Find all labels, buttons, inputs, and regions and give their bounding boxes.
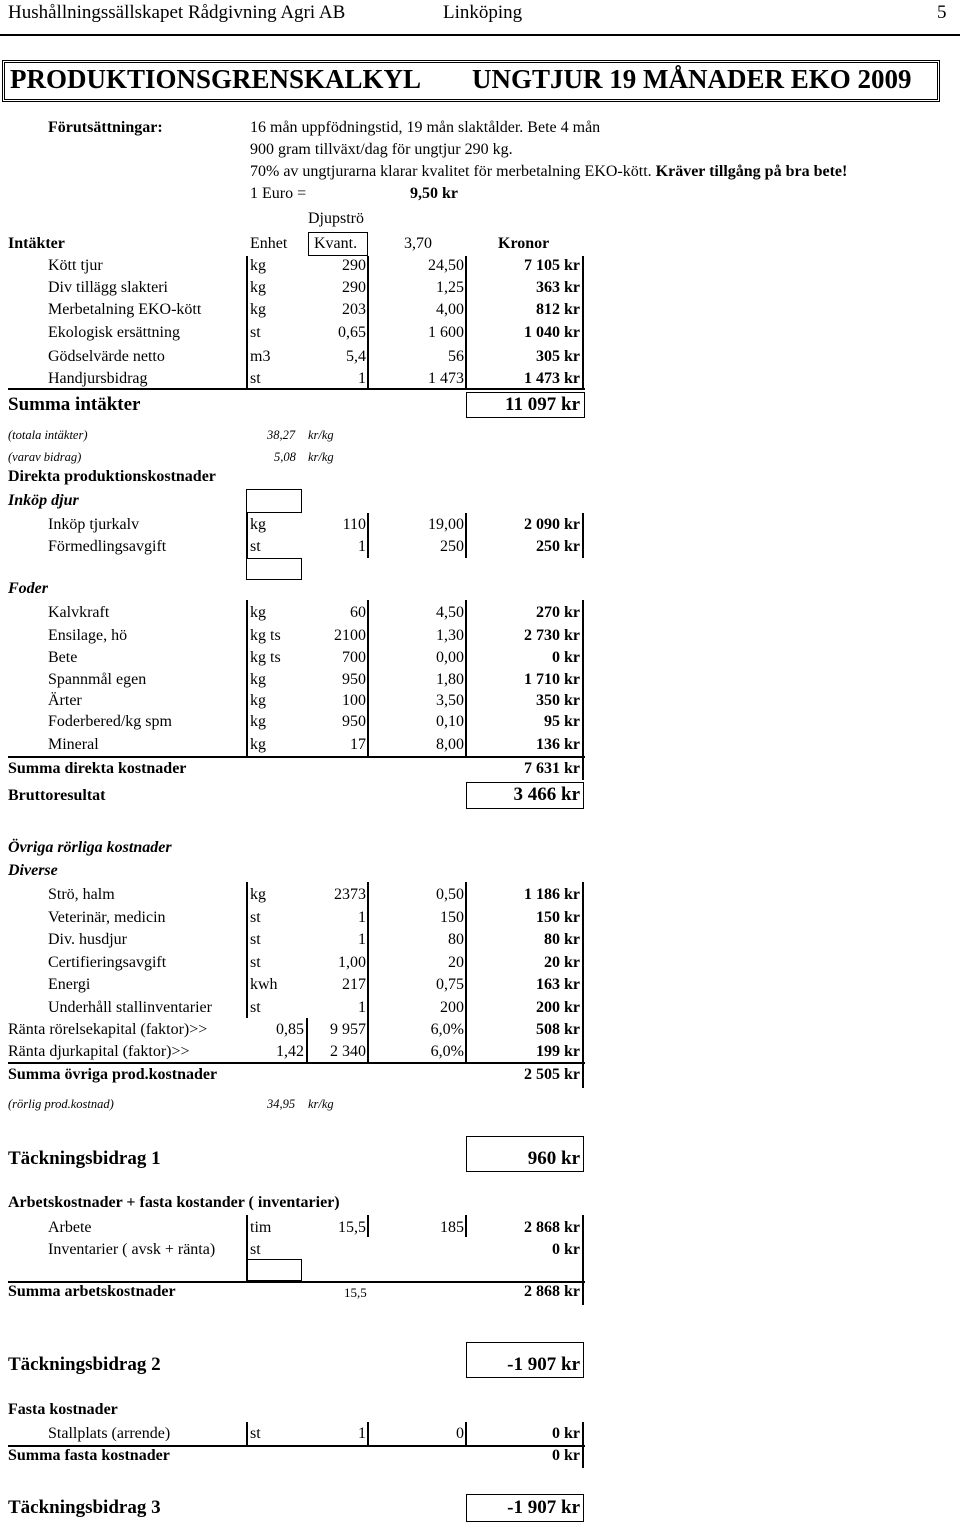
row-unit: st [250, 324, 261, 341]
labour-heading: Arbetskostnader + fasta kostander ( inventarier) [8, 1194, 340, 1211]
row-unit: st [250, 998, 261, 1016]
row-price: 0,50 [436, 886, 464, 903]
gross-result-label: Bruttoresultat [8, 787, 106, 804]
subsidy-unit: kr/kg [308, 450, 334, 464]
city: Linköping [443, 2, 523, 23]
prereq-line3: 70% av ungtjurarna klarar kvalitet för merbetalning EKO-kött. Kräver tillgång på bra bete! [250, 163, 848, 180]
row-price: 1,25 [436, 279, 464, 296]
row-unit: kg [250, 692, 266, 709]
row-price: 0,10 [436, 713, 464, 730]
variable-cost-value: 34,95 [267, 1097, 296, 1111]
row-quantity: 950 [342, 671, 366, 688]
row-name: Stallplats (arrende) [48, 1425, 171, 1442]
interest-factor: 0,85 [276, 1021, 304, 1038]
row-unit: kg ts [250, 627, 281, 644]
interest-rate: 6,0% [430, 1021, 464, 1038]
row-amount: 136 kr [536, 736, 580, 753]
row-amount: 20 kr [544, 953, 580, 971]
page-subtitle: UNGTJUR 19 MÅNADER EKO 2009 [472, 64, 912, 94]
interest-name: Ränta rörelsekapital (faktor)>> [8, 1021, 208, 1038]
row-quantity: 2100 [334, 627, 366, 644]
bedding-type: Djupströ [308, 210, 364, 227]
header-rule [0, 34, 960, 36]
row-price: 20 [448, 953, 464, 971]
row-name: Spannmål egen [48, 671, 147, 688]
prereq-label: Förutsättningar: [48, 119, 163, 136]
row-price: 80 [448, 931, 464, 948]
subsidy-label: (varav bidrag) [8, 450, 82, 464]
row-price: 0,75 [436, 976, 464, 993]
total-income-unit: kr/kg [308, 428, 334, 442]
row-quantity: 0,65 [338, 324, 366, 341]
row-amount: 80 kr [544, 931, 580, 948]
row-amount: 2 090 kr [524, 516, 580, 533]
sum-other-label: Summa övriga prod.kostnader [8, 1066, 218, 1083]
total-income-label: (totala intäkter) [8, 428, 88, 442]
row-name: Ensilage, hö [48, 627, 128, 644]
row-unit: m3 [250, 348, 271, 365]
variable-cost-label: (rörlig prod.kostnad) [8, 1097, 114, 1111]
row-price: 1,30 [436, 627, 464, 644]
row-name: Förmedlingsavgift [48, 538, 167, 555]
row-amount: 350 kr [536, 692, 580, 709]
row-price: 200 [440, 998, 464, 1016]
row-quantity: 950 [342, 713, 366, 730]
row-amount: 270 kr [536, 604, 580, 621]
interest-factor: 1,42 [276, 1043, 304, 1060]
row-unit: st [250, 953, 261, 971]
row-name: Certifieringsavgift [48, 953, 167, 971]
row-amount: 163 kr [536, 976, 580, 993]
row-quantity: 100 [342, 692, 366, 709]
row-amount: 250 kr [536, 538, 580, 555]
euro-label: 1 Euro = [250, 185, 307, 202]
tb3-amount: -1 907 kr [507, 1497, 580, 1518]
row-quantity: 290 [342, 279, 366, 296]
row-unit: kwh [250, 976, 278, 993]
row-price: 0,00 [436, 649, 464, 666]
row-amount: 812 kr [536, 301, 580, 318]
row-price: 24,50 [428, 257, 464, 274]
row-name: Veterinär, medicin [48, 908, 166, 926]
tb2-label: Täckningsbidrag 2 [8, 1354, 161, 1375]
row-price: 150 [440, 908, 464, 926]
row-unit: st [250, 1425, 261, 1442]
prereq-line1: 16 mån uppfödningstid, 19 mån slaktålder. Bete 4 mån [250, 119, 601, 136]
row-amount: 2 868 kr [524, 1219, 580, 1236]
row-unit: st [250, 1241, 261, 1258]
row-price: 4,00 [436, 301, 464, 318]
row-quantity: 1 [358, 908, 366, 926]
row-unit: kg [250, 604, 266, 621]
row-name: Merbetalning EKO-kött [48, 301, 202, 318]
interest-name: Ränta djurkapital (faktor)>> [8, 1043, 190, 1060]
sum-income-amount: 11 097 kr [505, 394, 580, 415]
row-unit: tim [250, 1219, 272, 1236]
row-price: 4,50 [436, 604, 464, 621]
row-name: Inventarier ( avsk + ränta) [48, 1241, 216, 1258]
row-unit: st [250, 538, 261, 555]
row-price: 3,50 [436, 692, 464, 709]
row-amount: 305 kr [536, 348, 580, 365]
row-unit: st [250, 908, 261, 926]
row-quantity: 1 [358, 1425, 366, 1442]
row-quantity: 1 [358, 998, 366, 1016]
row-amount: 1 473 kr [524, 370, 580, 387]
tb2-amount: -1 907 kr [507, 1354, 580, 1375]
row-unit: kg ts [250, 649, 281, 666]
row-unit: kg [250, 713, 266, 730]
row-price: 19,00 [428, 516, 464, 533]
row-quantity: 217 [342, 976, 366, 993]
interest-amount: 508 kr [536, 1021, 580, 1038]
row-quantity: 203 [342, 301, 366, 318]
row-name: Handjursbidrag [48, 370, 148, 387]
sum-labour-amount: 2 868 kr [524, 1283, 580, 1300]
row-price: 1 473 [428, 370, 464, 387]
row-name: Ärter [48, 692, 82, 709]
row-amount: 0 kr [552, 1425, 580, 1442]
row-unit: st [250, 370, 261, 387]
row-name: Kalvkraft [48, 604, 110, 621]
tb1-label: Täckningsbidrag 1 [8, 1148, 161, 1169]
row-amount: 0 kr [552, 1241, 580, 1258]
other-costs-heading: Övriga rörliga kostnader [8, 839, 172, 856]
row-quantity: 17 [350, 736, 366, 753]
row-quantity: 700 [342, 649, 366, 666]
sum-labour-label: Summa arbetskostnader [8, 1283, 176, 1300]
direct-costs-heading: Direkta produktionskostnader [8, 468, 216, 485]
row-name: Kött tjur [48, 257, 103, 274]
row-price: 56 [448, 348, 464, 365]
animals-heading: Inköp djur [8, 492, 79, 509]
row-quantity: 1 [358, 931, 366, 948]
row-amount: 1 040 kr [524, 324, 580, 341]
row-quantity: 2373 [334, 886, 366, 903]
sum-fixed-amount: 0 kr [552, 1447, 580, 1464]
page-number: 5 [937, 2, 947, 23]
row-name: Arbete [48, 1219, 92, 1236]
row-quantity: 110 [342, 516, 366, 533]
col-amount-header: Kronor [498, 235, 550, 252]
row-unit: kg [250, 301, 266, 318]
row-amount: 95 kr [544, 713, 580, 730]
row-name: Mineral [48, 736, 99, 753]
row-quantity: 1 [358, 370, 366, 387]
row-name: Foderbered/kg spm [48, 713, 172, 730]
row-amount: 1 710 kr [524, 671, 580, 688]
row-name: Div. husdjur [48, 931, 127, 948]
row-amount: 7 105 kr [524, 257, 580, 274]
total-income-value: 38,27 [267, 428, 296, 442]
row-amount: 363 kr [536, 279, 580, 296]
page-title: PRODUKTIONSGRENSKALKYL [10, 64, 422, 94]
row-quantity: 15,5 [338, 1219, 366, 1236]
tb1-amount: 960 kr [527, 1148, 580, 1169]
interest-amount: 199 kr [536, 1043, 580, 1060]
feed-heading: Foder [8, 580, 48, 597]
row-amount: 150 kr [536, 908, 580, 926]
row-amount: 200 kr [536, 998, 580, 1016]
row-unit: kg [250, 736, 266, 753]
variable-cost-unit: kr/kg [308, 1097, 334, 1111]
row-unit: kg [250, 257, 266, 274]
interest-capital: 9 957 [330, 1021, 366, 1038]
sum-labour-qty: 15,5 [344, 1285, 367, 1300]
row-price: 0 [456, 1425, 464, 1442]
sum-direct-label: Summa direkta kostnader [8, 760, 187, 777]
sum-other-amount: 2 505 kr [524, 1066, 580, 1083]
col-price-header: 3,70 [404, 235, 432, 252]
prereq-line2: 900 gram tillväxt/dag för ungtjur 290 kg. [250, 141, 513, 158]
misc-heading: Diverse [8, 862, 58, 879]
col-qty-header: Kvant. [314, 235, 358, 252]
row-price: 185 [440, 1219, 464, 1236]
row-name: Strö, halm [48, 886, 115, 903]
tb3-label: Täckningsbidrag 3 [8, 1497, 161, 1518]
sum-direct-amount: 7 631 kr [524, 760, 580, 777]
row-amount: 2 730 kr [524, 627, 580, 644]
row-price: 1 600 [428, 324, 464, 341]
row-unit: kg [250, 671, 266, 688]
fixed-costs-heading: Fasta kostnader [8, 1401, 118, 1418]
row-price: 250 [440, 538, 464, 555]
subsidy-value: 5,08 [274, 450, 296, 464]
row-quantity: 1,00 [338, 953, 366, 971]
col-unit-header: Enhet [250, 235, 288, 252]
row-price: 8,00 [436, 736, 464, 753]
row-price: 1,80 [436, 671, 464, 688]
interest-capital: 2 340 [330, 1043, 366, 1060]
row-unit: kg [250, 886, 266, 903]
interest-rate: 6,0% [430, 1043, 464, 1060]
row-amount: 1 186 kr [524, 886, 580, 903]
row-name: Ekologisk ersättning [48, 324, 180, 341]
company-name: Hushållningssällskapet Rådgivning Agri AB [8, 2, 346, 23]
row-quantity: 290 [342, 257, 366, 274]
row-unit: kg [250, 279, 266, 296]
gross-result-amount: 3 466 kr [513, 784, 580, 805]
row-quantity: 60 [350, 604, 366, 621]
row-name: Inköp tjurkalv [48, 516, 140, 533]
row-quantity: 1 [358, 538, 366, 555]
euro-value: 9,50 kr [410, 185, 458, 202]
sum-fixed-label: Summa fasta kostnader [8, 1447, 170, 1464]
row-unit: kg [250, 516, 266, 533]
row-unit: st [250, 931, 261, 948]
row-name: Energi [48, 976, 91, 993]
row-quantity: 5,4 [346, 348, 366, 365]
row-name: Underhåll stallinventarier [48, 998, 212, 1016]
income-heading: Intäkter [8, 235, 65, 252]
row-amount: 0 kr [552, 649, 580, 666]
row-name: Bete [48, 649, 78, 666]
row-name: Div tillägg slakteri [48, 279, 168, 296]
sum-income-label: Summa intäkter [8, 394, 141, 415]
row-name: Gödselvärde netto [48, 348, 165, 365]
